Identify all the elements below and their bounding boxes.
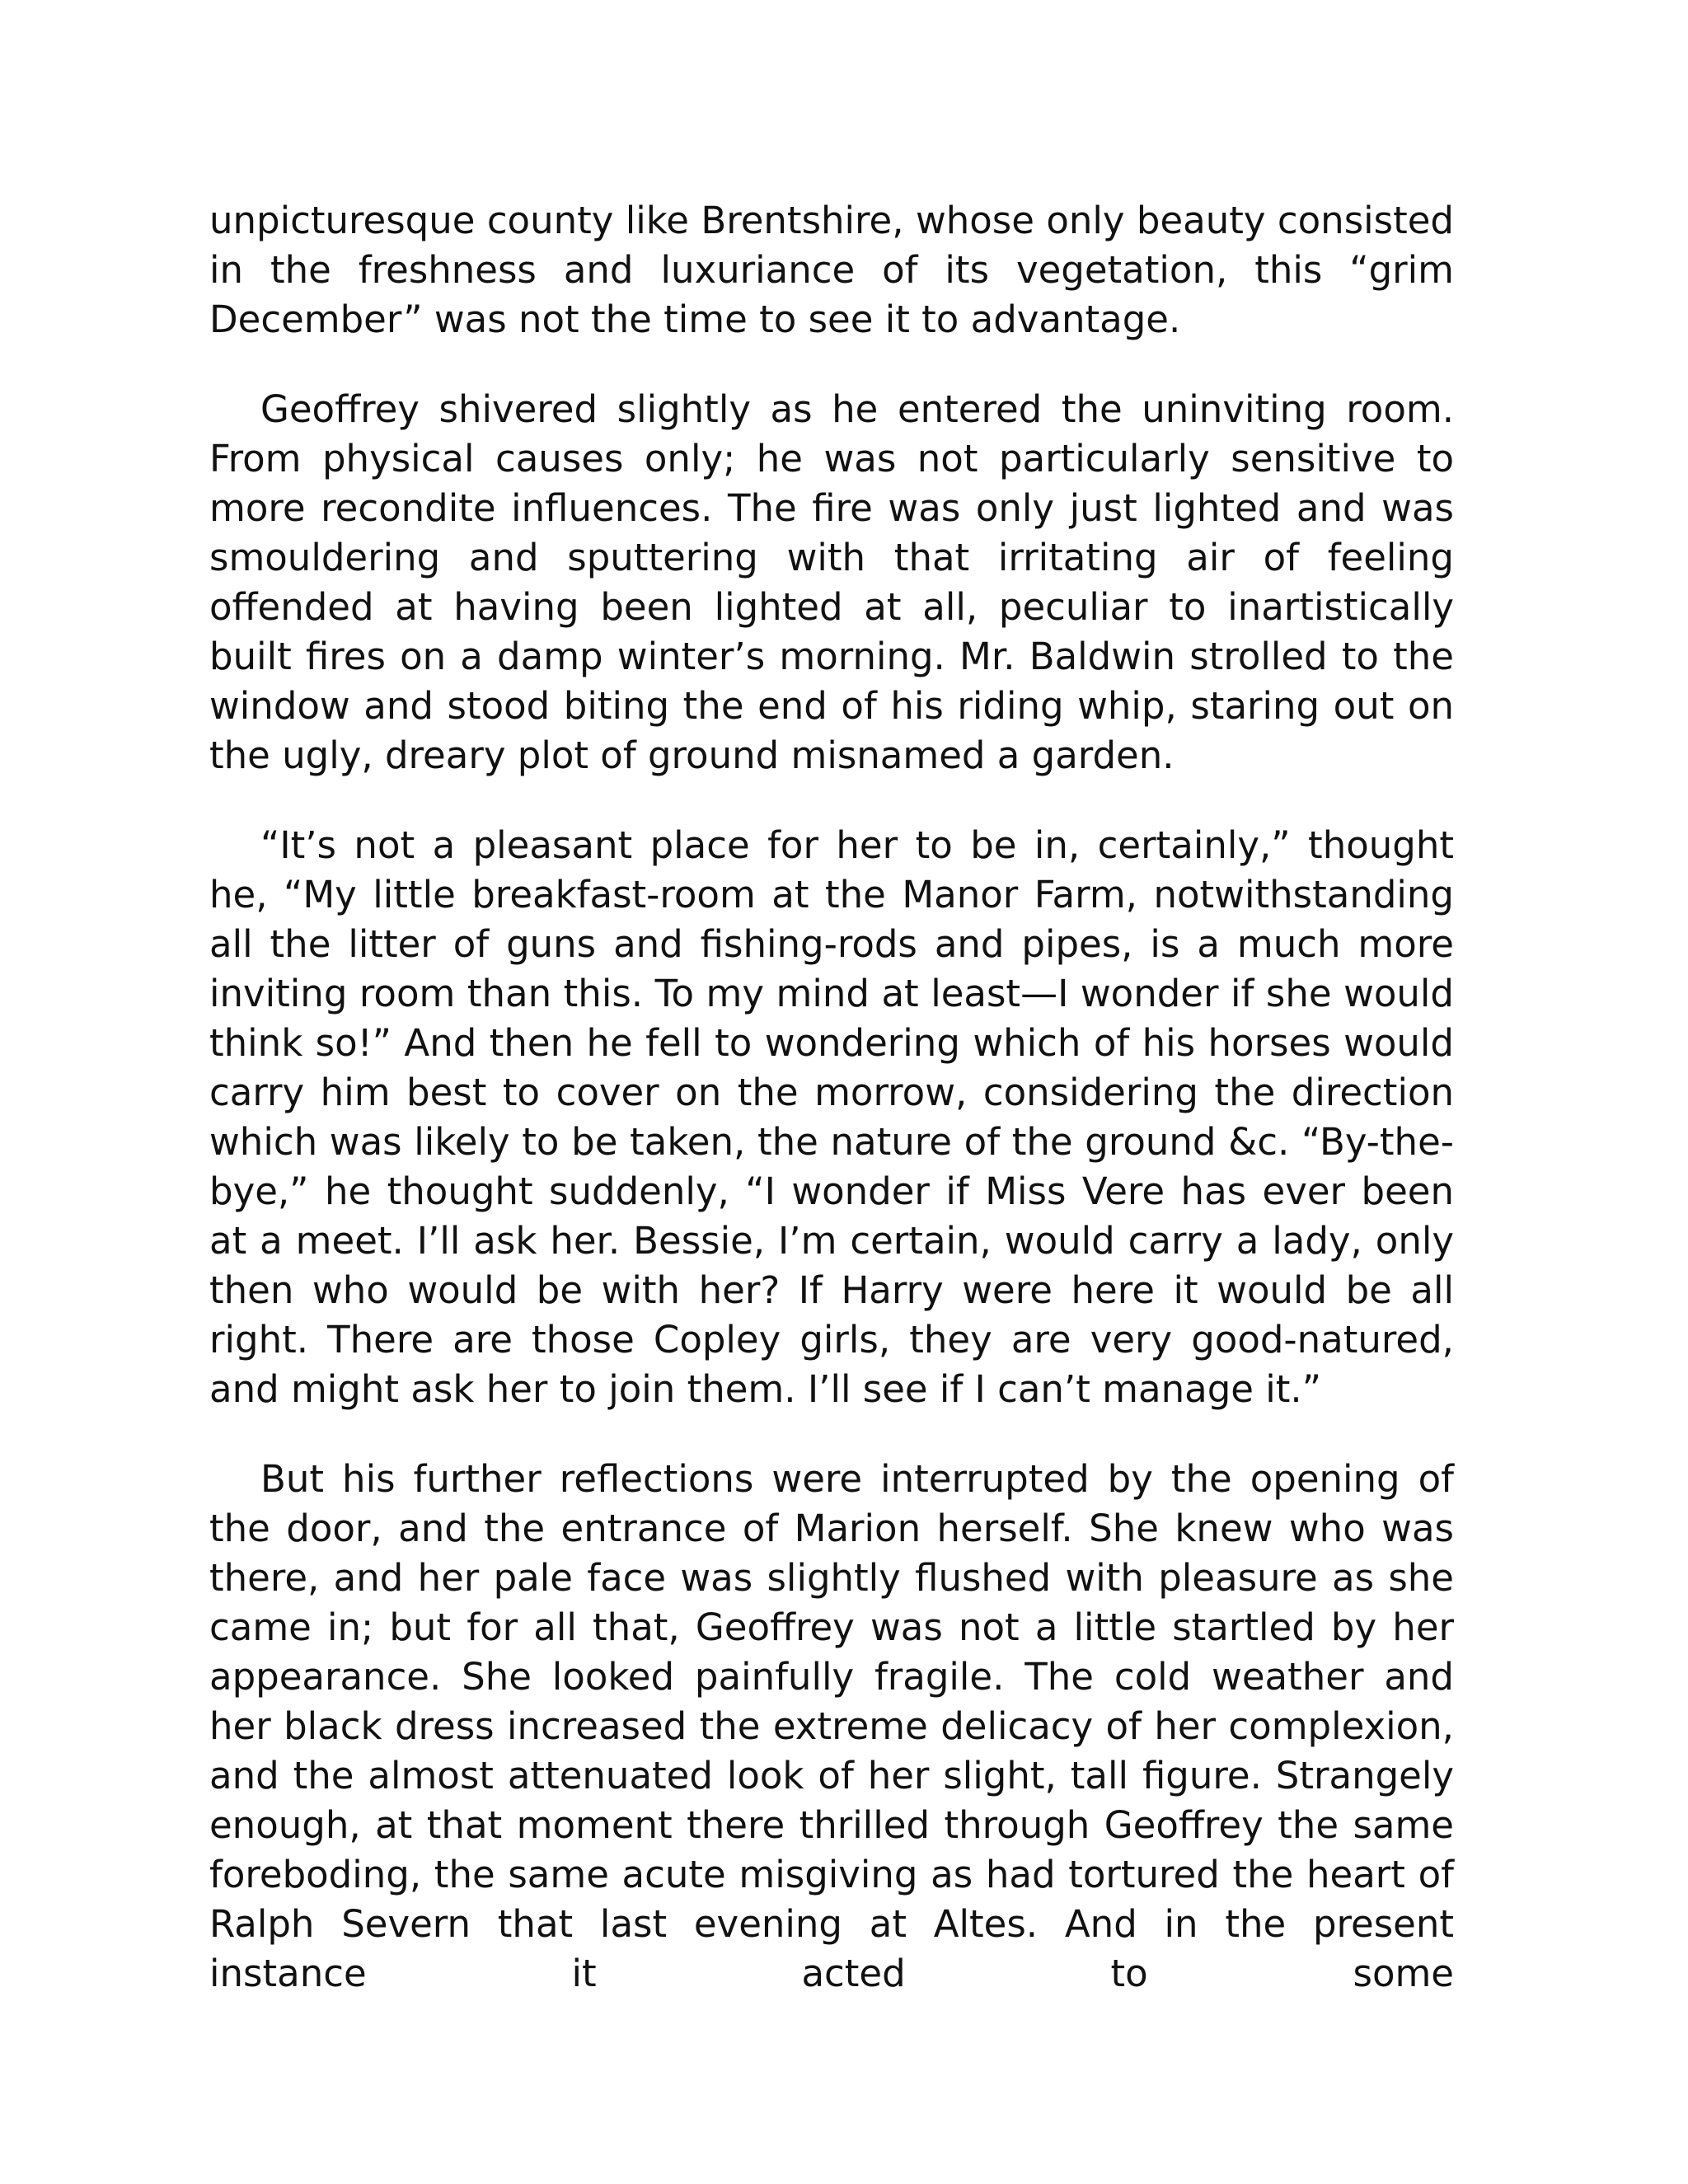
paragraph-4: But his further reflections were interrupted by the opening of the door, and the entrance of Marion herself. She knew who was there, and her pale face was slightly flushed with pleasure as she came in; but for all that, Geoffrey was not a little startled by her appearance. She looked painfully fragile. The cold weather and her black dress increased the extreme delicacy of her complexion, and the almost attenuated look of her slight, tall figure. Strangely enough, at that moment there thrilled through Geoffrey the same foreboding, the same acute misgiving as had tortured the heart of Ralph Severn that last evening at Altes. And in the present instance it acted to some xyxy=(209,1457,1454,1995)
book-page xyxy=(209,196,1454,2039)
paragraph-1: unpicturesque county like Brentshire, whose only beauty consisted in the freshness and luxuriance of its vegetation, this “grim December” was not the time to see it to advantage. xyxy=(209,199,1454,341)
paragraph-3: “It’s not a pleasant place for her to be in, certainly,” thought he, “My little breakfast-room at the Manor Farm, notwithstanding all the litter of guns and fishing-rods and pipes, is a much more inviting room than this. To my mind at least—I wonder if she would think so!” And then he fell to wondering which of his horses would carry him best to cover on the morrow, considering the direction which was likely to be taken, the nature of the ground &c. “By-the-bye,” he thought suddenly, “I wonder if Miss Vere has ever been at a meet. I’ll ask her. Bessie, I’m certain, would carry a lady, only then who would be with her? If Harry were here it would be all right. There are those Copley girls, they are very good-natured, and might ask her to join them. I’ll see if I can’t manage it.” xyxy=(209,823,1454,1411)
paragraph-2: Geoffrey shivered slightly as he entered the uninviting room. From physical causes only; he was not particularly sensitive to more recondite influences. The fire was only just lighted and was smouldering and sputtering with that irritating air of feeling offended at having been lighted at all, peculiar to inartistically built fires on a damp winter’s morning. Mr. Baldwin strolled to the window and stood biting the end of his riding whip, staring out on the ugly, dreary plot of ground misnamed a garden. xyxy=(209,387,1454,777)
